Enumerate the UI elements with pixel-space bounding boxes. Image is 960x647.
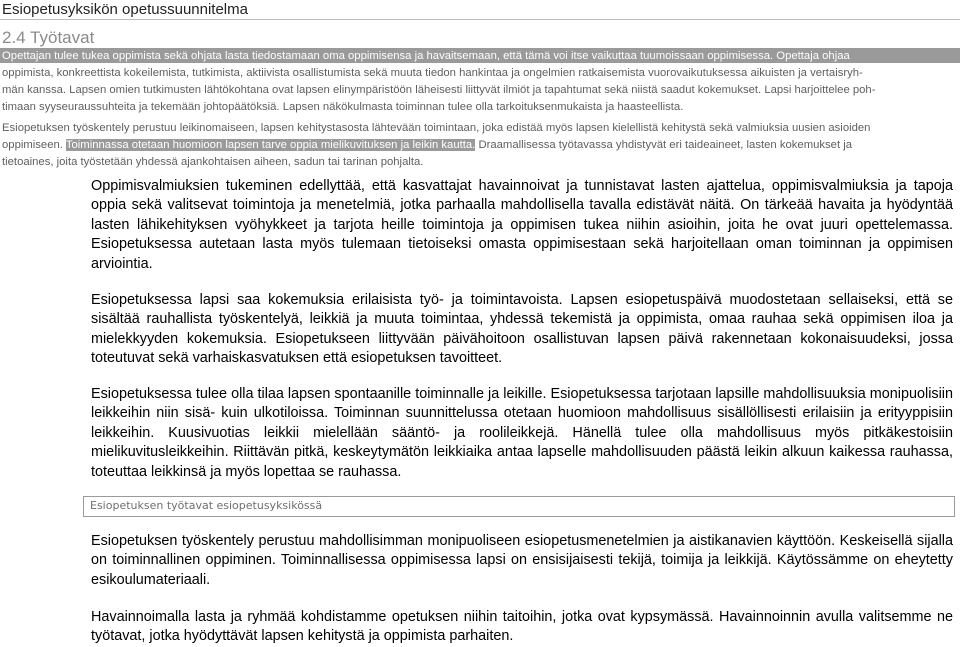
- secondary-paragraph: [2, 120, 958, 171]
- intro-first-sentence: Opettajan tulee tukea oppimista sekä ohjata lasta tiedostamaan oma oppimisensa ja havaitsemaan, että tämä voi itse vaikuttaa tuumoissaan oppimisessa.: [2, 50, 774, 62]
- p2-line-2: [2, 137, 958, 154]
- box-title: Esiopetuksen työtavat esiopetusyksikössä: [90, 499, 323, 512]
- box-paragraph-1: Esiopetuksen työskentely perustuu mahdollisimman monipuoliseen esiopetusmenetelmien ja aistikanavien käyttöön. Keskeisellä sijalla on toiminnallinen oppiminen. Toiminnallisessa oppimisessa lapsi on ensisijaisesti tekijä, toimija ja leikkijä. Käytössämme on eheytetty esikoulumateriaali.: [91, 533, 953, 588]
- main-paragraph-3: Esiopetuksessa tulee olla tilaa lapsen spontaanille toiminnalle ja leikille. Esiopetuksessa tarjotaan lapsille mahdollisuuksia monipuolisiin leikkeihin niin sisä- kuin ulkotiloissa. Toiminnan suunnittelussa otetaan huomioon mahdollisuus sisällöllisesti erilaisiin ja erityyppisiin leikkeihin. Kuusivuotias leikkii mielellään sääntö- ja roolileikkejä. Hänellä tulee olla mahdollisuus myös pitkäkestoisiin mielikuvitusleikkeihin. Riittävän pitkä, keskeytymätön leikkiaika antaa lapselle mahdollisuuden päästä leikin alkuun kaikessa rauhassa, toteuttaa leikkinsä ja myös lopettaa se rauhassa.: [91, 386, 953, 480]
- main-paragraph-2: Esiopetuksessa lapsi saa kokemuksia erilaisista työ- ja toimintavoista. Lapsen esiopetuspäivä muodostetaan sellaiseksi, että se sisältää rauhallista työskentelyä, leikkiä ja muuta toimintaa, yhdessä tekemistä ja oppimista, omaa rauhaa sekä oppimisen iloa ja mielekkyyden kokemuksia. Esiopetukseen liittyvään päivähoitoon osallistuvan lapsen päivä rakennetaan kokonaisuudeksi, jossa toteutuvat sekä varhaiskasvatuksen että esiopetuksen tavoitteet.: [91, 292, 953, 367]
- intro-line-5: timaan syyseuraussuhteita ja tekemään johtopäätöksiä. Lapsen näkökulmasta toiminnan tulee olla tarkoituksenmukaista ja haasteellista.: [2, 101, 684, 113]
- document-title: Esiopetusyksikön opetussuunnitelma: [0, 0, 960, 20]
- intro-paragraph: [2, 48, 958, 116]
- section-box: [83, 496, 955, 517]
- p2-line-3: tietoaines, joita työstetään yhdessä ajankohtaisen aiheen, sadun tai tarinan pohjalta.: [2, 156, 424, 168]
- intro-line-3: oppimista, konkreettista kokeilemista, tutkimista, aktiivista osallistumista sekä muuta tiedon hankintaa ja ongelmien ratkaisemista vuorovaikutuksessa aikuisten ja vertaisryh-: [2, 67, 863, 79]
- p2-highlighted-sentence: Toiminnassa otetaan huomioon lapsen tarve oppia mielikuvituksen ja leikin kautta.: [65, 139, 476, 151]
- intro-line-2: Opettaja ohjaa: [776, 50, 850, 62]
- main-paragraph-1: Oppimisvalmiuksien tukeminen edellyttää, että kasvattajat havainnoivat ja tunnistavat lasten ajattelua, oppimisvalmiuksia ja tapoja oppia sekä valitsevat toimintoja ja menetelmiä, jotka parhaalla mahdollisella tavalla edistävät näitä. On tärkeää havaita ja hyödyntää lasten lähikehityksen vyöhykkeet ja tarjota heille toimintoja ja oppimisen tukea niihin asioihin, joita he ovat juuri opettelemassa. Esiopetuksessa autetaan lasta myös tulemaan tietoiseksi omasta oppimisestaan sekä harjoitellaan oman toiminnan ja oppimisen arviointia.: [91, 178, 953, 272]
- p2-line-2-end: Draamallisessa työtavassa yhdistyvät eri taideaineet, lasten kokemukset ja: [478, 139, 853, 151]
- p2-line-1: Esiopetuksen työskentely perustuu leikinomaiseen, lapsen kehitystasosta lähtevään toimintaan, joka edistää myös lapsen kielellistä kehitystä sekä valmiuksia uusien asioiden: [2, 122, 871, 134]
- intro-line-1: [2, 48, 958, 65]
- box-paragraph-2: Havainnoimalla lasta ja ryhmää kohdistamme opetuksen niihin taitoihin, jotka ovat kypsymässä. Havainnoinnin avulla valitsemme ne työtavat, jotka hyödyttävät lapsen kehitystä ja oppimista parhaiten.: [91, 609, 953, 645]
- section-heading: 2.4 Työtavat: [2, 28, 95, 47]
- intro-line-4: män kanssa. Lapsen omien tutkimusten lähtökohtana ovat lapsen elinympäristöön läheisesti liittyvät ilmiöt ja tapahtumat sekä niistä saadut kokemukset. Lapsi harjoittelee poh-: [2, 84, 876, 96]
- p2-line-2-start: oppimiseen.: [2, 139, 63, 151]
